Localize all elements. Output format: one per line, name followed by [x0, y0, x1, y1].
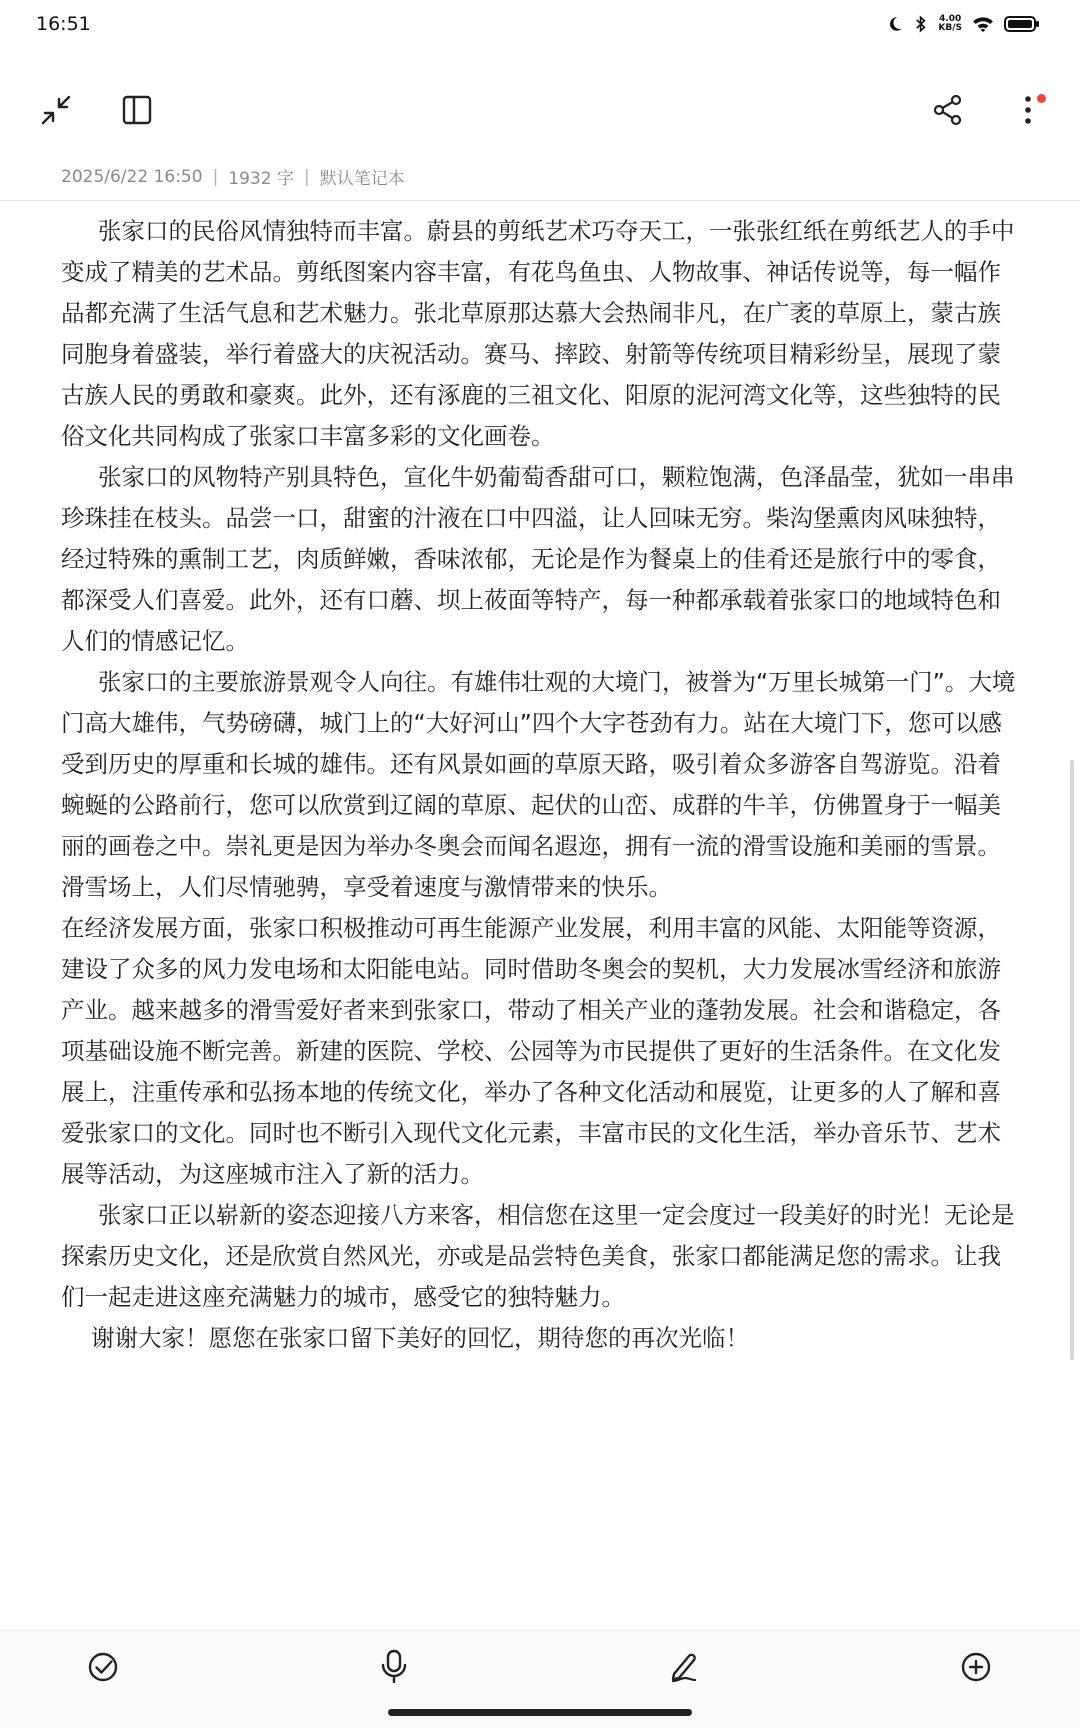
net-speed — [938, 15, 962, 33]
notification-dot — [1037, 94, 1046, 103]
note-meta — [61, 164, 405, 189]
paragraph[interactable]: 张家口正以崭新的姿态迎接八方来客，相信您在这里一定会度过一段美好的时光！无论是探索历史文化，还是欣赏自然风光，亦或是品尝特色美食，张家口都能满足您的需求。让我们一起走进这座充满魅力的城市，感受它的独特魅力。 — [61, 1201, 1015, 1311]
net-speed-value: 4.00 — [939, 14, 962, 24]
share-icon — [932, 94, 964, 130]
pen-icon — [667, 1650, 701, 1688]
more-icon — [1023, 94, 1033, 130]
battery-icon — [1004, 15, 1040, 33]
paragraph[interactable]: 张家口的民俗风情独特而丰富。蔚县的剪纸艺术巧夺天工，一张张红纸在剪纸艺人的手中变成了精美的艺术品。剪纸图案内容丰富，有花鸟鱼虫、人物故事、神话传说等，每一幅作品都充满了生活气息和艺术魅力。张北草原那达慕大会热闹非凡，在广袤的草原上，蒙古族同胞身着盛装，举行着盛大的庆祝活动。赛马、摔跤、射箭等传统项目精彩纷呈，展现了蒙古族人民的勇敢和豪爽。此外，还有涿鹿的三祖文化、阳原的泥河湾文化等，这些独特的民俗文化共同构成了张家口丰富多彩的文化画卷。 — [61, 217, 1015, 450]
checklist-icon — [86, 1650, 120, 1688]
notebook-name[interactable]: 默认笔记本 — [319, 169, 405, 189]
checklist-button[interactable] — [75, 1641, 131, 1697]
word-count: 1932 字 — [228, 169, 294, 189]
paragraph[interactable]: 张家口的主要旅游景观令人向往。有雄伟壮观的大境门，被誉为“万里长城第一门”。大境门高大雄伟，气势磅礴，城门上的“大好河山”四个大字苍劲有力。站在大境门下，您可以感受到历史的厚重和长城的雄伟。还有风景如画的草原天路，吸引着众多游客自驾游览。沿着蜿蜒的公路前行，您可以欣赏到辽阔的草原、起伏的山峦、成群的牛羊，仿佛置身于一幅美丽的画卷之中。崇礼更是因为举办冬奥会而闻名遐迩，拥有一流的滑雪设施和美丽的雪景。滑雪场上，人们尽情驰骋，享受着速度与激情带来的快乐。 — [61, 668, 1016, 901]
net-speed-unit: KB/S — [938, 23, 962, 33]
header-divider — [0, 200, 1080, 201]
collapse-icon — [39, 93, 73, 131]
bluetooth-icon — [914, 14, 928, 34]
paragraph[interactable]: 谢谢大家！愿您在张家口留下美好的回忆，期待您的再次光临！ — [91, 1324, 749, 1352]
paragraph[interactable]: 张家口的风物特产别具特色，宣化牛奶葡萄香甜可口，颗粒饱满，色泽晶莹，犹如一串串珍珠挂在枝头。品尝一口，甜蜜的汁液在口中四溢，让人回味无穷。柴沟堡熏肉风味独特，经过特殊的熏制工艺，肉质鲜嫩，香味浓郁，无论是作为餐桌上的佳肴还是旅行中的零食，都深受人们喜爱。此外，还有口蘑、坝上莜面等特产，每一种都承载着张家口的地域特色和人们的情感记忆。 — [61, 463, 1015, 655]
split-layout-icon — [121, 94, 153, 130]
more-button[interactable] — [1000, 84, 1056, 140]
note-body[interactable] — [61, 211, 1016, 1359]
voice-input-button[interactable] — [366, 1641, 422, 1697]
wifi-icon — [972, 15, 994, 33]
handwriting-button[interactable] — [656, 1641, 712, 1697]
moon-icon — [886, 15, 904, 33]
add-icon — [959, 1650, 993, 1688]
meta-separator: | — [212, 166, 219, 187]
note-datetime: 2025/6/22 16:50 — [61, 166, 203, 187]
paragraph[interactable]: 在经济发展方面，张家口积极推动可再生能源产业发展，利用丰富的风能、太阳能等资源，建设了众多的风力发电场和太阳能电站。同时借助冬奥会的契机，大力发展冰雪经济和旅游产业。越来越多的滑雪爱好者来到张家口，带动了相关产业的蓬勃发展。社会和谐稳定，各项基础设施不断完善。新建的医院、学校、公园等为市民提供了更好的生活条件。在文化发展上，注重传承和弘扬本地的传统文化，举办了各种文化活动和展览，让更多的人了解和喜爱张家口的文化。同时也不断引入现代文化元素，丰富市民的文化生活，举办音乐节、艺术展等活动，为这座城市注入了新的活力。 — [61, 914, 1001, 1188]
home-indicator[interactable] — [388, 1709, 692, 1716]
top-toolbar — [0, 84, 1080, 140]
meta-separator: | — [303, 166, 310, 187]
collapse-button[interactable] — [28, 84, 84, 140]
microphone-icon — [379, 1649, 409, 1689]
status-time: 16:51 — [36, 13, 91, 35]
status-bar — [0, 0, 1080, 48]
add-button[interactable] — [948, 1641, 1004, 1697]
scrollbar[interactable] — [1070, 760, 1074, 1360]
share-button[interactable] — [920, 84, 976, 140]
split-layout-button[interactable] — [109, 84, 165, 140]
status-icons — [886, 14, 1040, 34]
